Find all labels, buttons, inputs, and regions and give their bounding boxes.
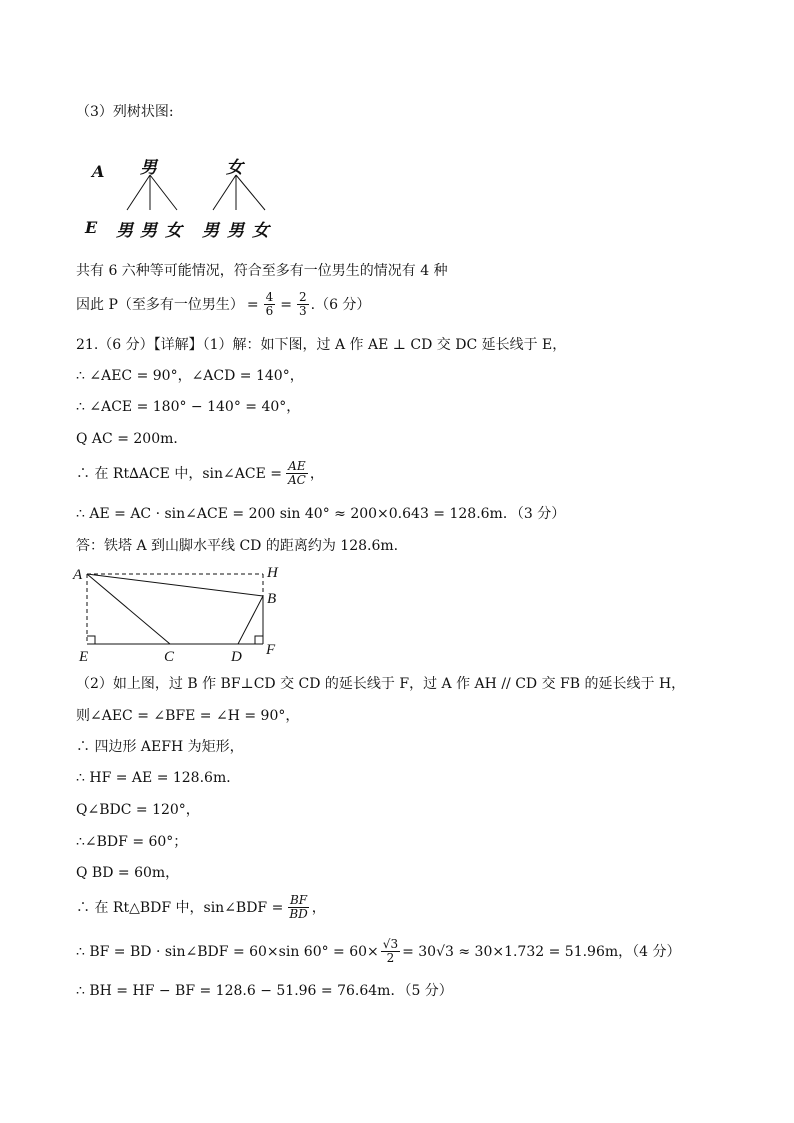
part2-line-10: ∴ BH = HF − BF = 128.6 − 51.96 = 76.64m．（5 分）: [76, 983, 453, 999]
q21-answer-line: 答：铁塔 A 到山脚水平线 CD 的距离约为 128.6m.: [76, 538, 399, 554]
part2-line-1: （2）如上图，过 B 作 BF⊥CD 交 CD 的延长线于 F，过 A 作 AH // CD 交 FB 的延长线于 H，: [76, 676, 686, 692]
q21-heading: 21.（6 分）【详解】（1）解：如下图，过 A 作 AE ⊥ CD 交 DC 延长线于 E，: [76, 337, 567, 353]
label-B: B: [267, 591, 277, 607]
prob-suffix: .（6 分）: [310, 296, 371, 313]
label-F: F: [266, 642, 276, 658]
q21-l4-num: AE: [288, 459, 306, 473]
part2-l8-fraction: [287, 894, 309, 921]
part2-line-7: Q BD = 60m，: [76, 865, 180, 881]
label-A: A: [73, 567, 83, 583]
label-D: D: [231, 649, 242, 665]
prob-f1-num: 4: [265, 290, 274, 304]
prob-fraction-2: [297, 291, 309, 318]
part2-line-4: ∴ HF = AE = 128.6m．: [76, 770, 241, 786]
part2-l9-den: 2: [386, 951, 395, 965]
q21-line-1: ∴ ∠AEC = 90°，∠ACD = 140°，: [76, 368, 304, 384]
tree-leaf-girl-1: 男: [202, 221, 219, 241]
prob-f1-den: 6: [265, 304, 274, 318]
part2-line-3: ∴ 四边形 AEFH 为矩形，: [76, 739, 244, 755]
part2-line-6: ∴∠BDF = 60°；: [76, 834, 188, 850]
q21-l4-den: AC: [287, 473, 306, 487]
tree-leaf-girl-3: 女: [252, 221, 269, 241]
part2-l9-num: √3: [382, 937, 399, 951]
prob-eq1: =: [246, 296, 259, 313]
part2-l9-post: = 30√3 ≈ 30×1.732 = 51.96m，（4 分）: [402, 943, 681, 960]
tree-leaf-boy-3: 女: [165, 221, 182, 241]
q21-line-3: Q AC = 200m．: [76, 431, 188, 447]
prob-f2-den: 3: [298, 304, 307, 318]
tree-node-girl: 女: [226, 158, 243, 178]
prob-f2-num: 2: [298, 290, 307, 304]
part2-l8-den: BD: [289, 907, 308, 921]
tree-node-boy: 男: [140, 158, 157, 178]
part2-l8-pre: ∴ 在 Rt△BDF 中，sin∠BDF =: [76, 899, 284, 916]
q21-line-4: [76, 460, 324, 487]
total-outcomes-line: 共有 6 六种等可能情况，符合至多有一位男生的情况有 4 种: [76, 263, 448, 279]
section3-title: （3）列树状图:: [76, 104, 174, 120]
part2-line-9: [76, 938, 681, 965]
part2-line-8: [76, 894, 326, 921]
q21-l4-post: ，: [309, 465, 324, 482]
prob-eq2: =: [280, 296, 292, 313]
q21-l4-fraction: [286, 460, 308, 487]
tree-row2-label: E: [85, 218, 98, 237]
q21-line-2: ∴ ∠ACE = 180° − 140° = 40°，: [76, 399, 301, 415]
q21-line-5: ∴ AE = AC · sin∠ACE = 200 sin 40° ≈ 200×0.643 = 128.6m．（3 分）: [76, 506, 566, 522]
part2-l9-pre: ∴ BF = BD · sin∠BDF = 60×sin 60° = 60×: [76, 943, 379, 960]
probability-line: [76, 291, 370, 318]
tree-row1-label: A: [92, 162, 105, 181]
part2-line-2: 则∠AEC = ∠BFE = ∠H = 90°，: [76, 708, 300, 724]
tree-leaf-boy-1: 男: [116, 221, 133, 241]
label-E: E: [79, 649, 89, 665]
prob-fraction-1: [264, 291, 276, 318]
q21-l4-pre: ∴ 在 Rt∆ACE 中，sin∠ACE =: [76, 465, 282, 482]
label-H: H: [267, 565, 278, 581]
tree-leaf-boy-2: 男: [140, 221, 157, 241]
geometry-figure: [60, 560, 300, 666]
label-C: C: [164, 649, 175, 665]
prob-prefix: 因此 P（至多有一位男生）: [76, 296, 244, 313]
part2-l9-fraction: [381, 938, 400, 965]
part2-l8-post: ，: [311, 899, 326, 916]
tree-leaf-girl-2: 男: [227, 221, 244, 241]
part2-l8-num: BF: [289, 893, 308, 907]
part2-line-5: Q∠BDC = 120°，: [76, 802, 200, 818]
